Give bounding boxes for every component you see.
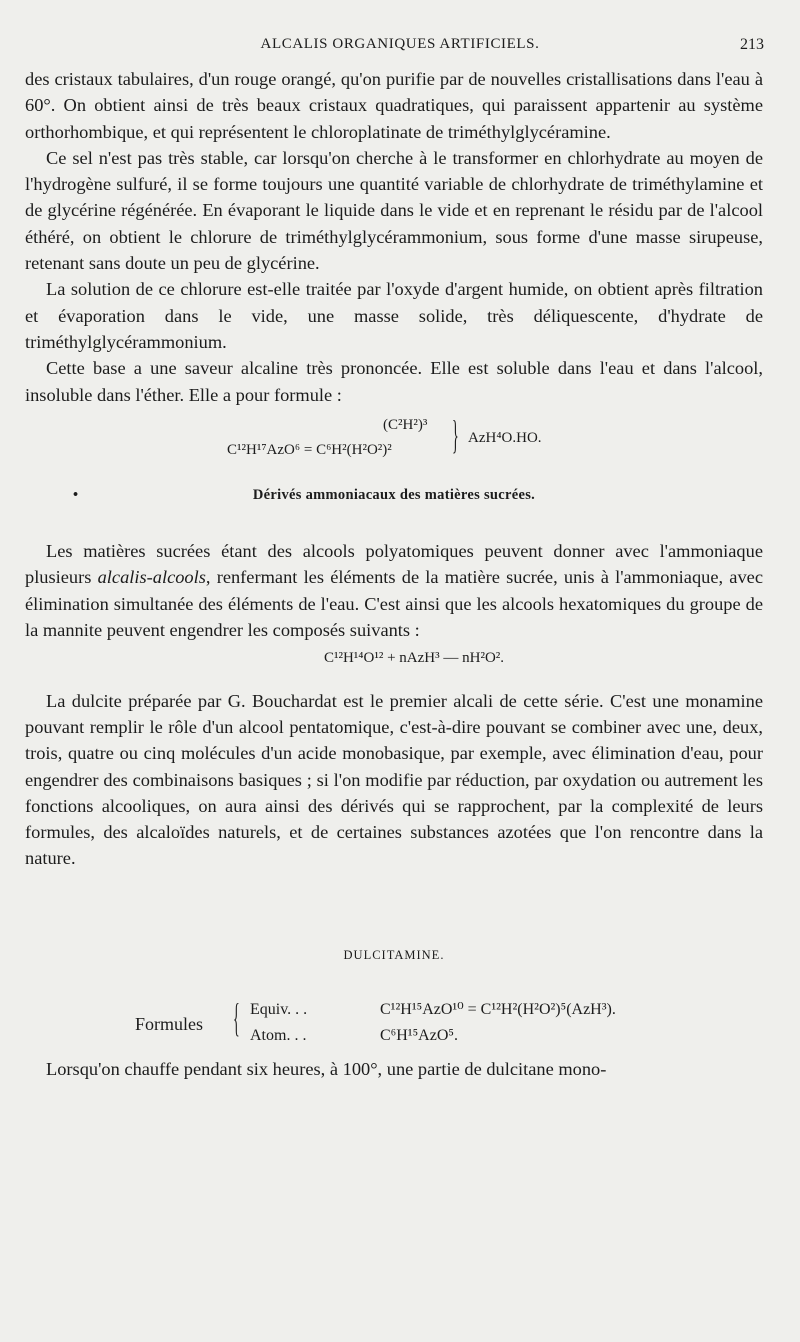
body-text bbox=[25, 66, 763, 1082]
paragraph-4: Cette base a une saveur alcaline très prononcée. Elle est soluble dans l'eau et dans l'alcool, insoluble dans l'éther. Elle a pour formule : bbox=[25, 358, 763, 405]
paragraph-5 bbox=[25, 538, 763, 643]
section-title bbox=[25, 482, 763, 508]
paragraph-last: Lorsqu'on chauffe pendant six heures, à 100°, une partie de dulcitane mono- bbox=[46, 1059, 607, 1080]
formula-left: C¹²H¹⁷AzO⁶ = C⁶H²(H²O²)² bbox=[227, 441, 392, 458]
formulas-label: Formules bbox=[135, 1014, 204, 1035]
equiv-value: C¹²H¹⁵AzO¹⁰ = C¹²H²(H²O²)⁵(AzH³). bbox=[380, 1001, 616, 1019]
paragraph-6: La dulcite préparée par G. Bouchardat est le premier alcali de cette série. C'est une monamine pouvant remplir le rôle d'un alcool pentatomique, c'est-à-dire pouvant se combiner avec une, deux, trois, quatre ou cinq molécules d'un acide monobasique, par exemple, avec élimination d'eau, pour engendrer des combinaisons basiques ; si l'on modifie par réduction, par oxydation ou autrement les fonctions alcooliques, on aura ainsi des dérivés qui se rapprochent, par la complexité de leurs formules, des alcaloïdes naturels, et de certaines substances azotées que l'on rencontre dans la nature. bbox=[25, 690, 763, 869]
formulas-block bbox=[25, 996, 763, 1056]
formula-right: AzH⁴O.HO. bbox=[468, 429, 542, 446]
equiv-label: Equiv. . . bbox=[250, 1001, 308, 1019]
formulas-brace: { bbox=[233, 995, 240, 1041]
paragraph-1: des cristaux tabulaires, d'un rouge orangé, qu'on purifie par de nouvelles cristallisations dans l'eau à 60°. On obtient ainsi de très beaux cristaux quadratiques, qui paraissent appartenir au système orthorhombique, et qui représentent le chloroplatinate de triméthylglycéramine. bbox=[25, 69, 763, 142]
page-number: 213 bbox=[740, 36, 764, 53]
atom-label: Atom. . . bbox=[250, 1027, 307, 1045]
formula-trimethylglyceramine bbox=[25, 410, 763, 468]
italic-term: alcalis-alcools bbox=[97, 567, 206, 588]
formula-brace: } bbox=[452, 411, 459, 457]
running-head bbox=[0, 36, 800, 60]
running-title: ALCALIS ORGANIQUES ARTIFICIELS. bbox=[260, 36, 540, 52]
paragraph-5-start: Les matières sucrées étant des alcools polyatomiques peuvent donner avec l'ammoniaque plusieurs bbox=[25, 541, 763, 588]
formula-general: C¹²H¹⁴O¹² + nAzH³ — nH²O². bbox=[323, 650, 505, 667]
formula-top: (C²H²)³ bbox=[383, 416, 428, 433]
atom-value: C⁶H¹⁵AzO⁵. bbox=[380, 1027, 458, 1045]
subheading-dulcitamine: DULCITAMINE. bbox=[343, 947, 445, 962]
paragraph-3: La solution de ce chlorure est-elle traitée par l'oxyde d'argent humide, on obtient après filtration et évaporation dans le vide, une masse solide, très déliquescente, d'hydrate de triméthylglycérammonium. bbox=[25, 279, 763, 352]
paragraph-2: Ce sel n'est pas très stable, car lorsqu'on cherche à le transformer en chlorhydrate au moyen de l'hydrogène sulfuré, il se forme toujours une quantité variable de chlorhydrate de triméthylamine et de glycérine régénérée. En évaporant le liquide dans le vide et en reprenant le résidu par de l'alcool éthéré, on obtient le chlorure de triméthylglycérammonium, sous forme d'une masse sirupeuse, retenant sans doute un peu de glycérine. bbox=[25, 147, 763, 274]
paragraph-5-rest: , renfermant les éléments de la matière sucrée, unis à l'ammoniaque, avec élimination simultanée des éléments de l'eau. C'est ainsi que les alcools hexatomiques du groupe de la mannite peuvent engendrer les composés suivants : bbox=[25, 567, 763, 641]
section-dot: • bbox=[73, 486, 79, 503]
section-title-text: Dérivés ammoniacaux des matières sucrées. bbox=[252, 486, 536, 503]
